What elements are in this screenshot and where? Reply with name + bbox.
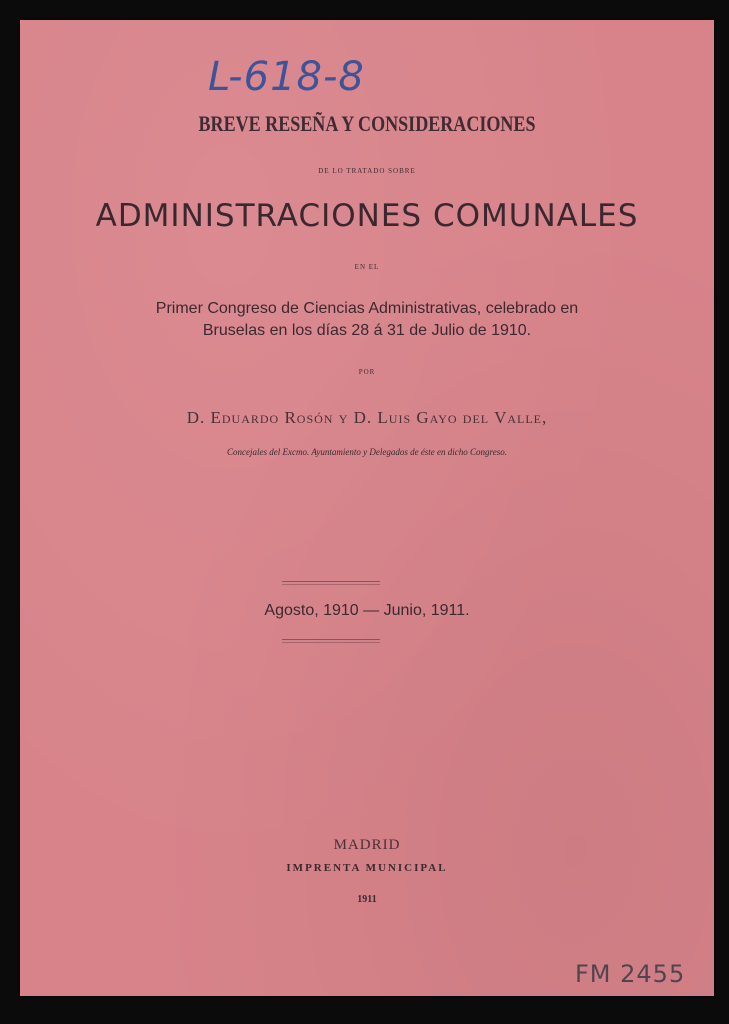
subtitle-small-2: EN EL xyxy=(354,263,380,271)
divider-top xyxy=(282,581,380,585)
congress-line-1: Primer Congreso de Ciencias Administrativas, celebrado en xyxy=(155,300,579,317)
congress-line-2: Bruselas en los días 28 á 31 de Julio de 1910. xyxy=(202,322,532,339)
handwritten-shelfmark: L-618-8 xyxy=(208,54,365,100)
title-top: BREVE RESEÑA Y CONSIDERACIONES xyxy=(198,111,536,136)
handwritten-catalog-number: FM 2455 xyxy=(575,960,686,988)
divider-bottom xyxy=(282,639,380,643)
subtitle-small-3: POR xyxy=(358,368,376,376)
dates: Agosto, 1910 — Junio, 1911. xyxy=(264,602,470,619)
document-cover xyxy=(20,20,714,996)
author-roles: Concejales del Excmo. Ayuntamiento y Delegados de éste en dicho Congreso. xyxy=(227,447,507,457)
authors: D. Eduardo Rosón y D. Luis Gayo del Valle, xyxy=(186,408,548,427)
city: MADRID xyxy=(333,837,401,853)
publication-year: 1911 xyxy=(357,894,377,905)
subtitle-small-1: DE LO TRATADO SOBRE xyxy=(318,167,416,175)
printer: IMPRENTA MUNICIPAL xyxy=(286,862,448,874)
main-title: ADMINISTRACIONES COMUNALES xyxy=(95,198,639,234)
congress-description xyxy=(20,298,714,342)
